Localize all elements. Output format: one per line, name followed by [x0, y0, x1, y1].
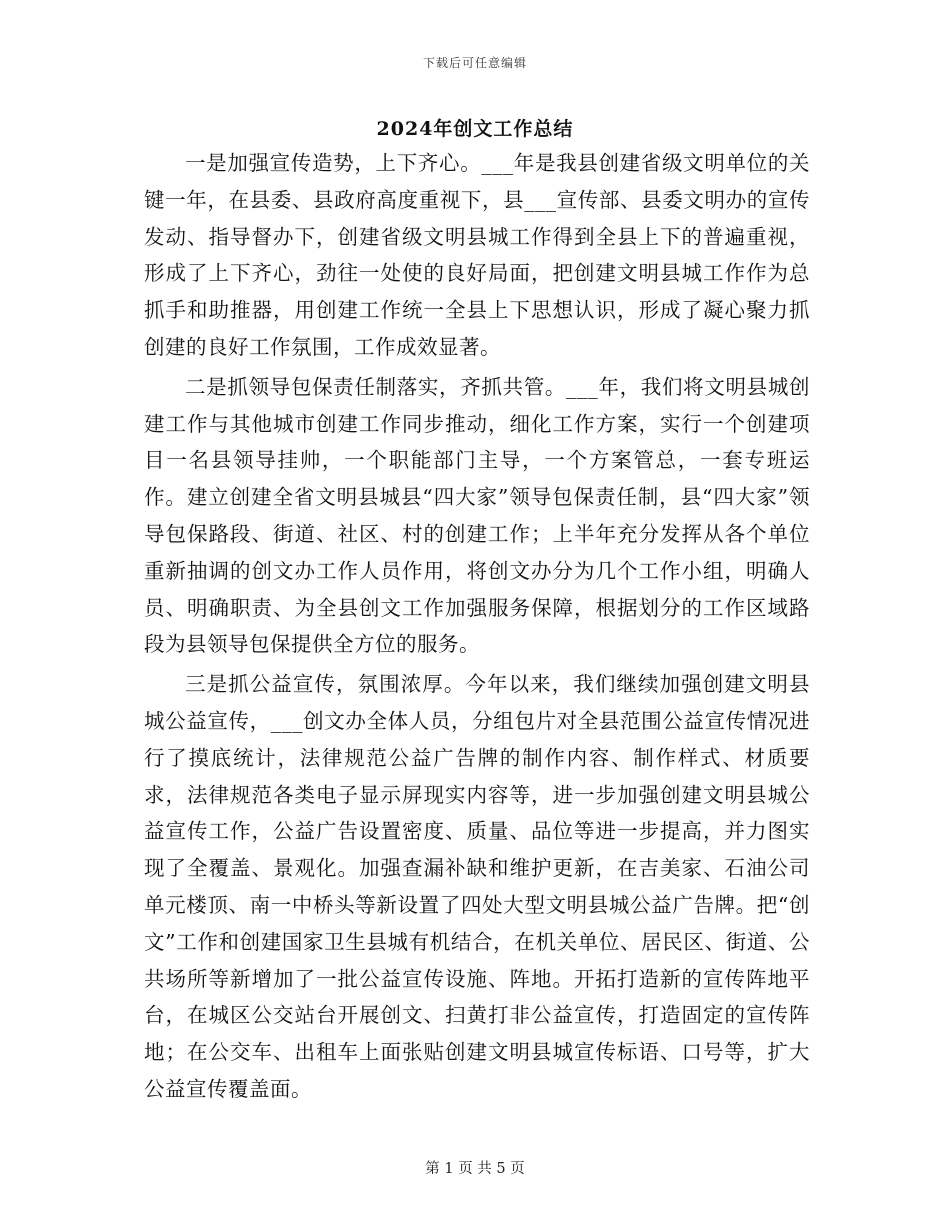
page-header-note: 下载后可任意编辑 [422, 56, 527, 70]
page-number: 第 1 页 共 5 页 [425, 1161, 525, 1177]
document-title: 2024年创文工作总结 [376, 118, 574, 140]
paragraph-3: 三是抓公益宣传，氛围浓厚。今年以来，我们继续加强创建文明县城公益宣传，___创文办全体人员，分组包片对全县范围公益宣传情况进行了摸底统计，法律规范公益广告牌的制作内容、制作样式、材质要求，法律规范各类电子显示屏现实内容等，进一步加强创建文明县城公益宣传工作，公益广告设置密度、质量、品位等进一步提高，并力图实现了全覆盖、景观化。加强查漏补缺和维护更新，在吉美家、石油公司单元楼顶、南一中桥头等新设置了四处大型文明县城公益广告牌。把“创文”工作和创建国家卫生县城有机结合，在机关单位、居民区、街道、公共场所等新增加了一批公益宣传设施、阵地。开拓打造新的宣传阵地平台，在城区公交站台开展创文、扫黄打非公益宣传，打造固定的宣传阵地；在公交车、出租车上面张贴创建文明县城宣传标语、口号等，扩大公益宣传覆盖面。 [144, 672, 810, 1101]
document-body [144, 145, 810, 1111]
paragraph-2: 二是抓领导包保责任制落实，齐抓共管。___年，我们将文明县城创建工作与其他城市创建工作同步推动，细化工作方案，实行一个创建项目一名县领导挂帅，一个职能部门主导，一个方案管总，一套专班运作。建立创建全省文明县城县“四大家”领导包保责任制，县“四大家”领导包保路段、街道、社区、村的创建工作；上半年充分发挥从各个单位重新抽调的创文办工作人员作用，将创文办分为几个工作小组，明确人员、明确职责、为全县创文工作加强服务保障，根据划分的工作区域路段为县领导包保提供全方位的服务。 [144, 374, 810, 657]
paragraph-1: 一是加强宣传造势，上下齐心。___年是我县创建省级文明单位的关键一年，在县委、县政府高度重视下，县___宣传部、县委文明办的宣传发动、指导督办下，创建省级文明县城工作得到全县上下的普遍重视，形成了上下齐心，劲往一处使的良好局面，把创建文明县城工作作为总抓手和助推器，用创建工作统一全县上下思想认识，形成了凝心聚力抓创建的良好工作氛围，工作成效显著。 [144, 151, 810, 359]
